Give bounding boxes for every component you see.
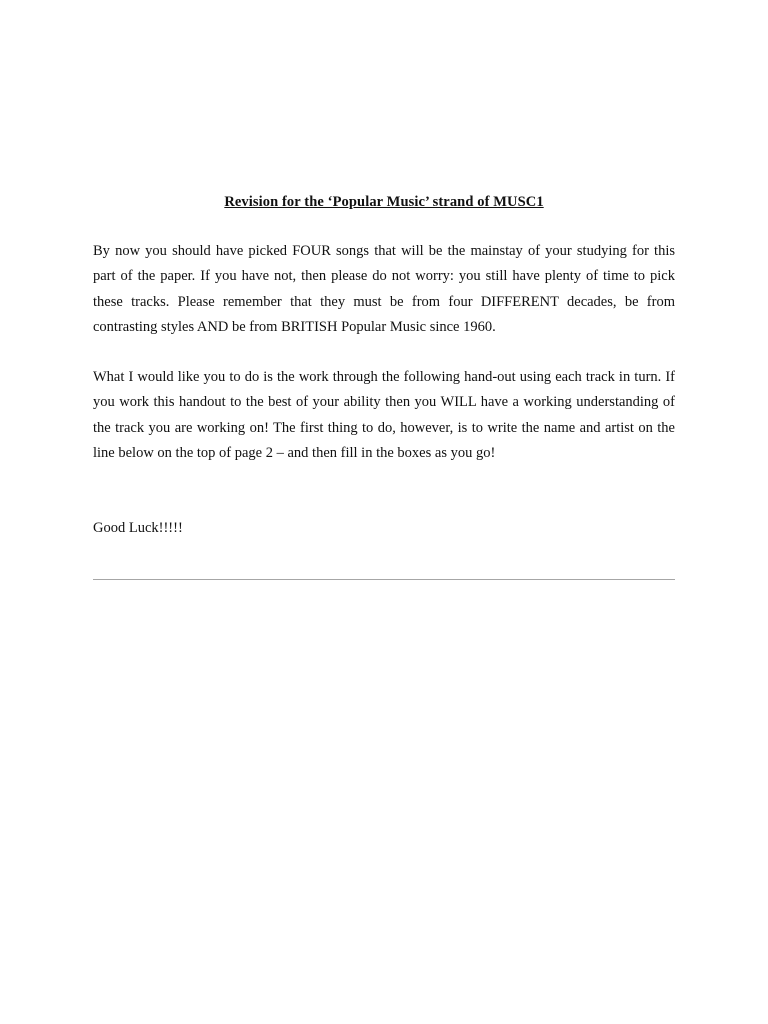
document-title: Revision for the ‘Popular Music’ strand of MUSC1 <box>224 194 544 210</box>
horizontal-rule <box>93 579 675 580</box>
paragraph-instructions: What I would like you to do is the work through the following hand-out using each track in turn. If you work this handout to the best of your ability then you WILL have a working understanding of the track you are working on! The first thing to do, however, is to write the name and artist on the line below on the top of page 2 – and then fill in the boxes as you go! <box>93 369 675 462</box>
closing-line: Good Luck!!!!! <box>93 520 183 537</box>
document-body <box>93 190 675 541</box>
paragraph-intro: By now you should have picked FOUR songs that will be the mainstay of your studying for this part of the paper. If you have not, then please do not worry: you still have plenty of time to pick these tracks. Please remember that they must be from four DIFFERENT decades, be from contrasting styles AND be from BRITISH Popular Music since 1960. <box>93 243 675 335</box>
